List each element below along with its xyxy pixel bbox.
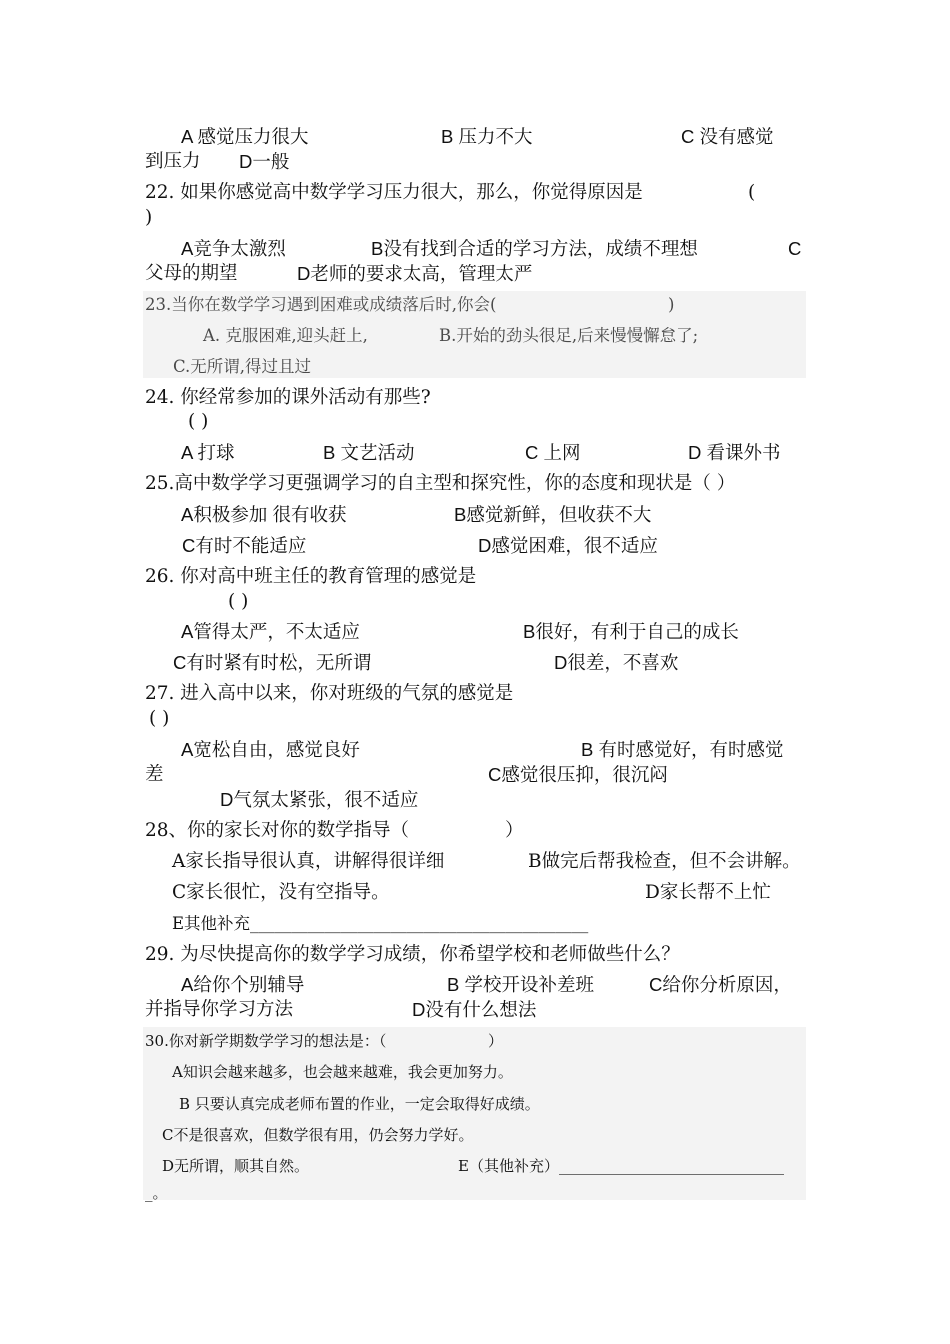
- q30-option-d: D无所谓，顺其自然。: [162, 1157, 310, 1175]
- q30-option-c: C不是很喜欢，但数学很有用，仍会努力学好。: [162, 1126, 474, 1144]
- q28-option-b: B做完后帮我检查，但不会讲解。: [528, 851, 801, 872]
- q29-option-d: D没有什么想法: [412, 999, 537, 1020]
- q27-option-a: A宽松自由，感觉良好: [181, 739, 360, 760]
- q30-option-a: A知识会越来越多，也会越来越难，我会更加努力。: [172, 1063, 513, 1081]
- q24-option-b: B 文艺活动: [323, 442, 415, 463]
- q26-question: 26. 你对高中班主任的教育管理的感觉是: [145, 566, 477, 587]
- q25-question: 25.高中数学学习更强调学习的自主型和探究性，你的态度和现状是（ ）: [145, 473, 736, 494]
- q29-option-b: B 学校开设补差班: [447, 974, 594, 995]
- q28-option-c: C家长很忙，没有空指导。: [172, 882, 390, 903]
- q23-option-a: A. 克服困难,迎头赶上,: [203, 326, 368, 345]
- q24-question: 24. 你经常参加的课外活动有那些?: [145, 387, 431, 408]
- q22-option-d: D老师的要求太高，管理太严: [297, 263, 533, 284]
- q24-paren: ( ): [188, 411, 209, 432]
- q29-option-c: C给你分析原因，: [649, 974, 792, 995]
- q22-option-a: A竞争太激烈: [181, 238, 286, 259]
- q27-paren: ( ): [149, 708, 170, 729]
- q25-option-a: A积极参加 很有收获: [181, 504, 347, 525]
- q21-option-c-wrap: 到压力: [145, 151, 201, 172]
- q27-option-b: B 有时感觉好，有时感觉: [581, 739, 784, 760]
- q25-option-c: C有时不能适应: [182, 535, 307, 556]
- q21-option-d: D一般: [239, 151, 290, 172]
- q22-option-b: B没有找到合适的学习方法，成绩不理想: [371, 238, 698, 259]
- q21-option-c: C 没有感觉: [681, 126, 774, 147]
- q22-option-c: C: [788, 238, 802, 259]
- q22-option-c-wrap: 父母的期望: [145, 263, 238, 284]
- q28-paren-close: ）: [505, 820, 524, 841]
- q27-option-d: D气氛太紧张，很不适应: [220, 789, 419, 810]
- q24-option-a: A 打球: [181, 442, 235, 463]
- q25-option-d: D感觉困难，很不适应: [478, 535, 658, 556]
- q30-option-b: B 只要认真完成老师布置的作业，一定会取得好成绩。: [179, 1095, 540, 1113]
- q28-option-d: D家长帮不上忙: [645, 882, 771, 903]
- q28-option-a: A家长指导很认真，讲解得很详细: [172, 851, 445, 872]
- q29-option-c-wrap: 并指导你学习方法: [145, 999, 294, 1020]
- q29-option-a: A给你个别辅导: [181, 974, 305, 995]
- q24-option-c: C 上网: [525, 442, 581, 463]
- q21-option-a: A 感觉压力很大: [181, 126, 309, 147]
- q24-option-d: D 看课外书: [688, 442, 781, 463]
- q26-option-d: D很差，不喜欢: [554, 652, 679, 673]
- q26-option-c: C有时紧有时松，无所谓: [173, 652, 372, 673]
- q26-option-a: A管得太严，不太适应: [181, 621, 360, 642]
- q28-option-e: E其他补充_________________________________________: [172, 914, 589, 933]
- q26-paren: ( ): [228, 591, 249, 612]
- q21-option-b: B 压力不大: [441, 126, 533, 147]
- q26-option-b: B很好，有利于自己的成长: [523, 621, 739, 642]
- q23-option-b: B.开始的劲头很足,后来慢慢懈怠了;: [439, 326, 699, 345]
- q23-question: 23.当你在数学学习遇到困难或成绩落后时,你会(: [145, 295, 497, 314]
- q30-option-e: E（其他补充）______________________________: [458, 1157, 784, 1175]
- q22-paren-open: (: [748, 182, 756, 203]
- q23-option-c: C.无所谓,得过且过: [173, 357, 312, 376]
- q30-option-e-wrap: _。: [145, 1184, 168, 1202]
- q30-question: 30.你对新学期数学学习的想法是：（: [145, 1032, 387, 1050]
- q22-question: 22. 如果你感觉高中数学学习压力很大，那么，你觉得原因是: [145, 182, 643, 203]
- q27-question: 27. 进入高中以来，你对班级的气氛的感觉是: [145, 683, 514, 704]
- q28-question: 28、你的家长对你的数学指导（: [145, 820, 410, 841]
- q27-option-c: C感觉很压抑，很沉闷: [488, 764, 668, 785]
- q25-option-b: B感觉新鲜，但收获不大: [454, 504, 652, 525]
- q27-option-b-wrap: 差: [145, 764, 164, 785]
- q29-question: 29. 为尽快提高你的数学学习成绩，你希望学校和老师做些什么？: [145, 944, 680, 965]
- q22-paren-close: ): [145, 207, 153, 228]
- q23-paren-close: ): [668, 295, 675, 314]
- q30-paren-close: ）: [488, 1032, 504, 1050]
